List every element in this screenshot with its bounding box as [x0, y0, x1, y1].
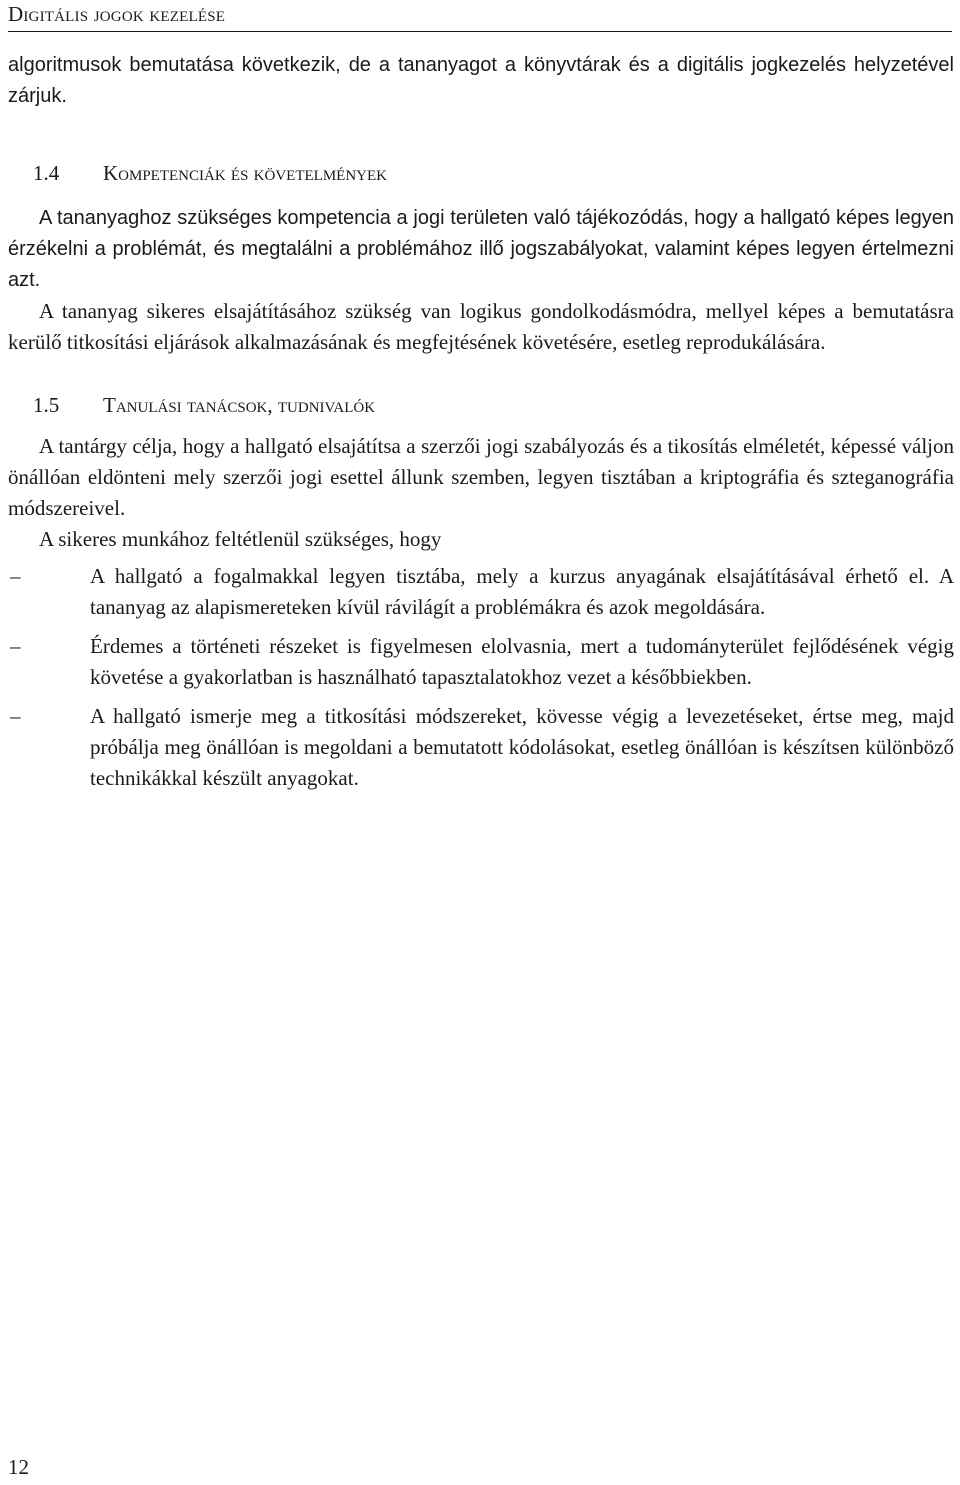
dash-bullet-icon: – [10, 634, 21, 658]
list-item-text: A hallgató a fogalmakkal legyen tisztába, mely a kurzus anyagának elsajátításával érhető el. A tananyag az alapismereteken kívül rávilágít a problémákra és azok megoldására. [90, 564, 954, 619]
competency-paragraph: A tananyaghoz szükséges kompetencia a jogi területen való tájékozódás, hogy a hallgató képes legyen érzékelni a problémát, és megtalálni a problémához illő jogszabályokat, valamint képes legyen értelmezni azt. [8, 207, 954, 291]
section-number: 1.5 [33, 393, 60, 417]
requirements-paragraph: A tananyag sikeres elsajátításához szükség van logikus gondolkodásmódra, mellyel képes a bemutatásra kerülő titkosítási eljárások alkalmazásának és megfejtésének követésére, esetleg reprodukálására. [8, 299, 954, 354]
requirements-list [8, 561, 954, 794]
section-number: 1.4 [33, 161, 60, 185]
list-item [8, 631, 954, 693]
running-header: Digitális jogok kezelése [8, 2, 226, 26]
intro-paragraph: algoritmusok bemutatása következik, de a tananyagot a könyvtárak és a digitális jogkezelés helyzetével zárjuk. [8, 54, 954, 107]
list-item [8, 701, 954, 794]
section-heading-1-4 [8, 158, 954, 189]
list-item-text: Érdemes a történeti részeket is figyelmesen elolvasnia, mert a tudományterület fejlődésének végig követése a gyakorlatban is használható tapasztalatokhoz vezet a későbbiekben. [90, 634, 954, 689]
section-title: Tanulási tanácsok, tudnivalók [103, 393, 376, 417]
dash-bullet-icon: – [10, 564, 21, 588]
header-divider [8, 31, 952, 32]
section-title: Kompetenciák és követelmények [103, 161, 387, 185]
page-number: 12 [8, 1455, 29, 1479]
page-content [8, 50, 954, 794]
dash-bullet-icon: – [10, 704, 21, 728]
course-goal-paragraph: A tantárgy célja, hogy a hallgató elsajátítsa a szerzői jogi szabályozás és a tikosítás elméletét, képessé váljon önállóan eldönteni mely szerzői jogi esettel állunk szemben, legyen tisztában a kriptográfia és szteganográfia módszereivel. [8, 434, 954, 520]
section-heading-1-5 [8, 390, 954, 421]
list-item-text: A hallgató ismerje meg a titkosítási módszereket, kövesse végig a levezetéseket, értse meg, majd próbálja meg önállóan is megoldani a bemutatott kódolásokat, esetleg önállóan is készítsen különböző technikákkal készült anyagokat. [90, 704, 954, 790]
requirements-lead-paragraph: A sikeres munkához feltétlenül szükséges, hogy [39, 527, 442, 551]
list-item [8, 561, 954, 623]
